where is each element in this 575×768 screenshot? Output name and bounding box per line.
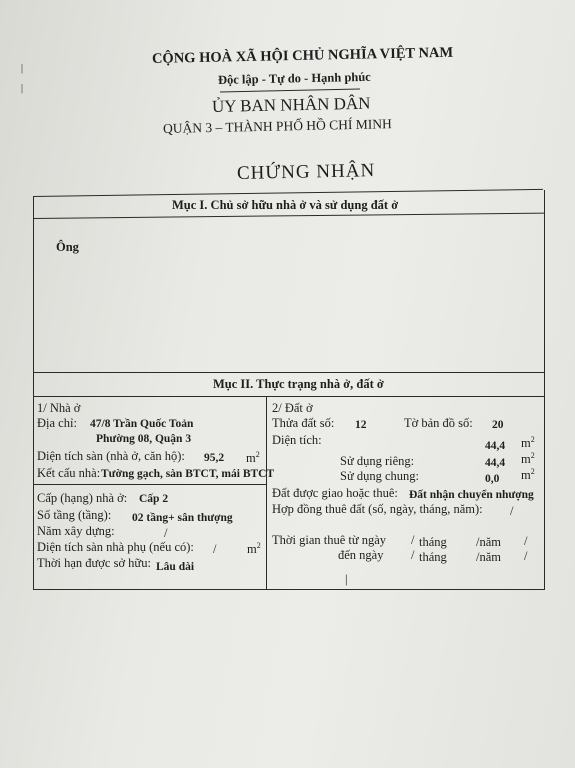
structure-value: Tường gạch, sàn BTCT, mái BTCT bbox=[101, 468, 275, 480]
address-line2: Phường 08, Quận 3 bbox=[96, 433, 192, 445]
land-heading: 2/ Đất ở bbox=[272, 401, 313, 415]
private-use-unit: $m^2$ bbox=[521, 451, 535, 467]
address-line1: 47/8 Trần Quốc Toản bbox=[90, 418, 194, 430]
lease-from-year-label: /năm bbox=[476, 535, 501, 549]
owner-label: Ông bbox=[56, 240, 79, 254]
common-use-unit: $m^2$ bbox=[521, 467, 535, 483]
floor-area-unit: $m^2$ bbox=[246, 450, 260, 466]
margin-mark: | bbox=[21, 83, 24, 94]
lease-to-label: đến ngày bbox=[338, 548, 384, 562]
margin-mark: | bbox=[21, 63, 24, 74]
lease-from-day: / bbox=[411, 533, 415, 547]
section2-bottom-border bbox=[33, 589, 545, 590]
private-use-label: Sử dụng riêng: bbox=[340, 454, 415, 468]
district-name: QUẬN 3 – THÀNH PHỐ HỒ CHÍ MINH bbox=[162, 116, 392, 136]
land-area-unit: $m^2$ bbox=[521, 435, 535, 451]
map-sheet-value: 20 bbox=[492, 419, 504, 431]
house-heading: 1/ Nhà ở bbox=[37, 401, 81, 415]
year-label: Năm xây dựng: bbox=[37, 524, 115, 538]
lease-from-trailing-slash: / bbox=[524, 534, 528, 548]
private-use-value: 44,4 bbox=[485, 457, 506, 469]
common-use-label: Sử dụng chung: bbox=[340, 469, 419, 483]
address-label: Địa chỉ: bbox=[37, 416, 77, 430]
lease-from-month-label: tháng bbox=[419, 535, 447, 549]
land-area-label: Diện tích: bbox=[272, 433, 322, 447]
grade-label: Cấp (hạng) nhà ở: bbox=[37, 491, 128, 505]
floors-label: Số tầng (tầng): bbox=[37, 508, 112, 522]
section1-title: Mục I. Chủ sở hữu nhà ở và sử dụng đất ở bbox=[172, 198, 399, 212]
lease-contract-label: Hợp đồng thuê đất (số, ngày, tháng, năm): bbox=[272, 502, 483, 516]
lease-contract-value: / bbox=[510, 504, 514, 518]
lease-to-day: / bbox=[411, 548, 415, 562]
term-value: Lâu dài bbox=[156, 561, 195, 573]
left-border bbox=[33, 196, 34, 590]
section2-title-border bbox=[33, 396, 545, 397]
floors-value: 02 tầng+ sân thượng bbox=[132, 512, 233, 524]
year-value: / bbox=[164, 526, 168, 540]
term-label: Thời hạn được sở hữu: bbox=[37, 556, 151, 570]
lease-from-label: Thời gian thuê từ ngày bbox=[272, 533, 387, 547]
agency-name: ỦY BAN NHÂN DÂN bbox=[211, 93, 371, 116]
floor-area-label: Diện tích sàn (nhà ở, căn hộ): bbox=[37, 449, 185, 463]
aux-area-unit: $m^2$ bbox=[247, 541, 261, 557]
lease-to-year-label: /năm bbox=[476, 550, 501, 564]
parcel-value: 12 bbox=[355, 419, 367, 431]
document-title: CHỨNG NHẬN bbox=[236, 160, 376, 184]
common-use-value: 0,0 bbox=[485, 473, 500, 485]
column-divider bbox=[266, 396, 267, 590]
section2-top-border bbox=[33, 372, 545, 373]
stray-mark: | bbox=[345, 572, 348, 586]
house-divider bbox=[33, 484, 266, 485]
section2-title: Mục II. Thực trạng nhà ở, đất ở bbox=[213, 377, 384, 391]
floor-area-value: 95,2 bbox=[204, 452, 225, 464]
land-area-value: 44,4 bbox=[485, 440, 506, 452]
parcel-label: Thửa đất số: bbox=[272, 416, 335, 430]
motto-underline bbox=[220, 89, 360, 93]
country-name: CỘNG HOÀ XÃ HỘI CHỦ NGHĨA VIỆT NAM bbox=[151, 44, 454, 67]
motto: Độc lập - Tự do - Hạnh phúc bbox=[217, 69, 371, 87]
allocation-value: Đất nhận chuyển nhượng bbox=[409, 489, 534, 501]
section1-top-border bbox=[33, 189, 543, 197]
lease-to-month-label: tháng bbox=[419, 550, 447, 564]
aux-area-value: / bbox=[213, 542, 217, 556]
right-border bbox=[544, 190, 545, 590]
structure-label: Kết cấu nhà: bbox=[37, 466, 101, 480]
aux-area-label: Diện tích sàn nhà phụ (nếu có): bbox=[37, 540, 194, 554]
lease-to-trailing-slash: / bbox=[524, 549, 528, 563]
grade-value: Cấp 2 bbox=[139, 493, 169, 505]
allocation-label: Đất được giao hoặc thuê: bbox=[272, 486, 398, 500]
map-sheet-label: Tờ bản đồ số: bbox=[404, 416, 473, 430]
section1-title-border bbox=[33, 213, 545, 219]
